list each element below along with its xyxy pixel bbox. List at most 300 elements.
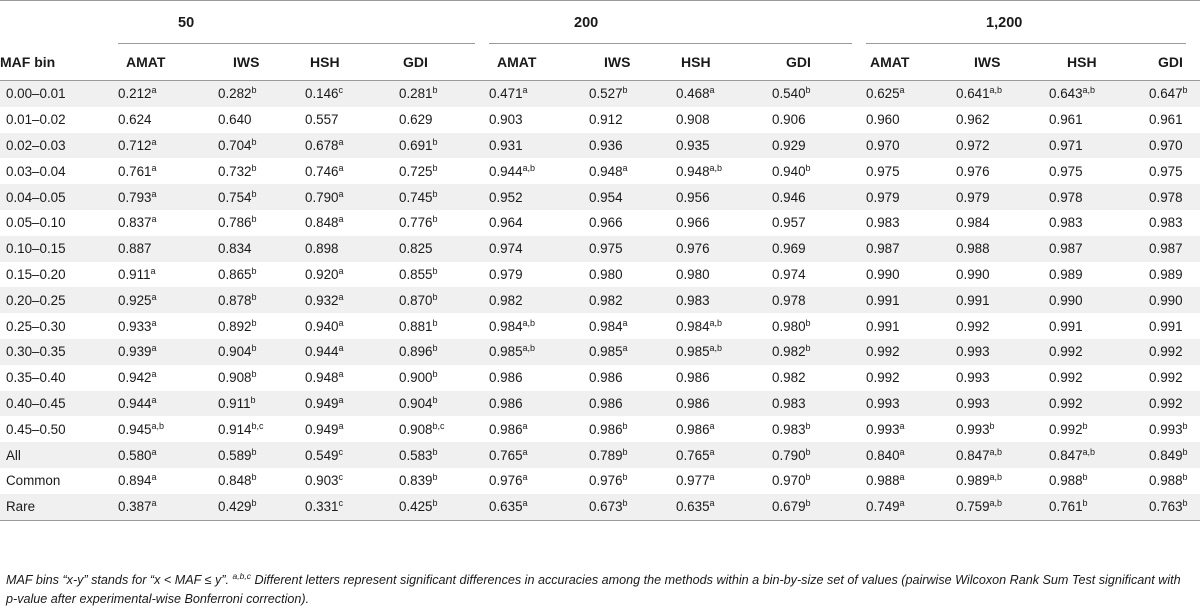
value-cell (1149, 313, 1200, 339)
accuracy-value: 0.282 (218, 86, 252, 102)
footnote-text: MAF bins “x-y” stands for “x < MAF ≤ y”. (6, 573, 233, 587)
group-underline (489, 43, 852, 44)
accuracy-value: 0.979 (866, 189, 900, 205)
value-cell (305, 158, 399, 184)
value-cell (489, 442, 589, 468)
accuracy-value: 0.960 (866, 112, 900, 128)
accuracy-value: 0.331 (305, 499, 339, 515)
accuracy-value: 0.849 (1149, 447, 1183, 463)
accuracy-value: 0.870 (399, 292, 433, 308)
accuracy-value: 0.678 (305, 137, 339, 153)
value-cell (772, 494, 866, 520)
value-cell (1149, 287, 1200, 313)
value-cell (118, 107, 218, 133)
value-cell (589, 236, 676, 262)
value-cell (305, 391, 399, 417)
significance-letter: a,b (989, 472, 1003, 483)
value-cell (956, 262, 1049, 288)
significance-letter: a (899, 446, 905, 457)
accuracy-value: 0.635 (489, 499, 523, 515)
significance-letter: a,b (709, 162, 723, 173)
value-cell (866, 184, 956, 210)
accuracy-value: 0.961 (1049, 112, 1083, 128)
value-cell (118, 468, 218, 494)
value-cell (676, 313, 772, 339)
significance-letter: a (622, 162, 628, 173)
value-cell (489, 287, 589, 313)
value-cell (218, 468, 305, 494)
value-cell (676, 81, 772, 107)
accuracy-value: 0.980 (772, 318, 806, 334)
accuracy-value: 0.969 (772, 241, 806, 257)
accuracy-value: 0.640 (218, 112, 252, 128)
accuracy-value: 0.468 (676, 86, 710, 102)
accuracy-value: 0.825 (399, 241, 433, 257)
accuracy-value: 0.754 (218, 189, 252, 205)
accuracy-value: 0.643 (1049, 86, 1083, 102)
maf-bin-cell: Common (0, 468, 118, 494)
accuracy-value: 0.746 (305, 163, 339, 179)
value-cell (1149, 236, 1200, 262)
method-header: AMAT (866, 44, 956, 81)
significance-letter: c (338, 85, 344, 96)
value-cell (772, 442, 866, 468)
value-cell (956, 236, 1049, 262)
value-cell (399, 313, 489, 339)
accuracy-value: 0.974 (772, 266, 806, 282)
accuracy-value: 0.839 (399, 473, 433, 489)
accuracy-value: 0.635 (676, 499, 710, 515)
significance-letter: a (709, 498, 715, 509)
accuracy-value: 0.892 (218, 318, 252, 334)
accuracy-value: 0.976 (589, 473, 623, 489)
accuracy-value: 0.834 (218, 241, 252, 257)
value-cell (489, 365, 589, 391)
value-cell (956, 184, 1049, 210)
significance-letter: a (151, 85, 157, 96)
significance-letter: b (805, 85, 811, 96)
significance-letter: a (151, 394, 157, 405)
value-cell (866, 365, 956, 391)
significance-letter: a (151, 214, 157, 225)
value-cell (305, 442, 399, 468)
accuracy-value: 0.991 (866, 318, 900, 334)
accuracy-value: 0.985 (676, 344, 710, 360)
value-cell (399, 287, 489, 313)
accuracy-value: 0.691 (399, 137, 433, 153)
value-cell (956, 313, 1049, 339)
significance-letter: a,b (709, 343, 723, 354)
accuracy-value: 0.949 (305, 421, 339, 437)
value-cell (866, 391, 956, 417)
accuracy-value: 0.949 (305, 395, 339, 411)
significance-letter: a (338, 394, 344, 405)
accuracy-value: 0.975 (1049, 163, 1083, 179)
significance-letter: a (151, 343, 157, 354)
value-cell (305, 339, 399, 365)
value-cell (589, 416, 676, 442)
value-cell (305, 184, 399, 210)
significance-letter: b,c (251, 420, 264, 431)
value-cell (1149, 262, 1200, 288)
table-row (0, 107, 1200, 133)
significance-letter: a (338, 265, 344, 276)
significance-letter: b (622, 85, 628, 96)
value-cell (1049, 107, 1149, 133)
value-cell (489, 236, 589, 262)
value-cell (399, 416, 489, 442)
value-cell (589, 210, 676, 236)
accuracy-value: 0.908 (676, 112, 710, 128)
significance-letter: b (432, 369, 438, 380)
value-cell (1049, 416, 1149, 442)
value-cell (489, 262, 589, 288)
value-cell (589, 107, 676, 133)
accuracy-value: 0.982 (589, 292, 623, 308)
value-cell (118, 442, 218, 468)
accuracy-value: 0.583 (399, 447, 433, 463)
value-cell (1049, 391, 1149, 417)
significance-letter: a (522, 420, 528, 431)
accuracy-value: 0.898 (305, 241, 339, 257)
accuracy-value: 0.712 (118, 137, 152, 153)
value-cell (399, 442, 489, 468)
value-cell (676, 210, 772, 236)
table-row (0, 365, 1200, 391)
accuracy-value: 0.990 (956, 266, 990, 282)
accuracy-value: 0.855 (399, 266, 433, 282)
value-cell (118, 287, 218, 313)
maf-bin-cell: 0.25–0.30 (0, 313, 118, 339)
accuracy-value: 0.976 (676, 241, 710, 257)
accuracy-value: 0.471 (489, 86, 523, 102)
value-cell (589, 133, 676, 159)
accuracy-value: 0.992 (1049, 421, 1083, 437)
accuracy-value: 0.146 (305, 86, 339, 102)
value-cell (489, 391, 589, 417)
accuracy-value: 0.945 (118, 421, 152, 437)
accuracy-value: 0.986 (589, 421, 623, 437)
value-cell (489, 107, 589, 133)
significance-letter: b (805, 498, 811, 509)
maf-bin-cell: 0.40–0.45 (0, 391, 118, 417)
value-cell (956, 81, 1049, 107)
accuracy-value: 0.942 (118, 370, 152, 386)
significance-letter: b (251, 162, 257, 173)
value-cell (589, 391, 676, 417)
maf-bin-cell: All (0, 442, 118, 468)
accuracy-value: 0.976 (956, 163, 990, 179)
accuracy-value: 0.629 (399, 112, 433, 128)
accuracy-value: 0.790 (305, 189, 339, 205)
accuracy-value: 0.887 (118, 241, 152, 257)
accuracy-value: 0.988 (1149, 473, 1183, 489)
value-cell (399, 339, 489, 365)
significance-letter: b (432, 136, 438, 147)
accuracy-value: 0.974 (489, 241, 523, 257)
accuracy-value: 0.904 (218, 344, 252, 360)
value-cell (866, 442, 956, 468)
accuracy-value: 0.896 (399, 344, 433, 360)
significance-letter: b (805, 317, 811, 328)
maf-bin-cell: 0.45–0.50 (0, 416, 118, 442)
accuracy-value: 0.948 (305, 370, 339, 386)
maf-bin-cell: 0.02–0.03 (0, 133, 118, 159)
accuracy-value: 0.906 (772, 112, 806, 128)
method-header: IWS (218, 44, 305, 81)
accuracy-value: 0.980 (589, 266, 623, 282)
significance-letter: a,b (989, 85, 1003, 96)
accuracy-value: 0.790 (772, 447, 806, 463)
value-cell (589, 287, 676, 313)
accuracy-value: 0.971 (1049, 137, 1083, 153)
value-cell (589, 262, 676, 288)
accuracy-value: 0.986 (489, 370, 523, 386)
value-cell (772, 133, 866, 159)
value-cell (399, 236, 489, 262)
accuracy-value: 0.992 (1049, 370, 1083, 386)
significance-letter: a,b (989, 498, 1003, 509)
value-cell (772, 184, 866, 210)
accuracy-value: 0.944 (305, 344, 339, 360)
value-cell (218, 391, 305, 417)
value-cell (1149, 81, 1200, 107)
table-row (0, 158, 1200, 184)
value-cell (956, 468, 1049, 494)
significance-letter: a (151, 188, 157, 199)
value-cell (1049, 365, 1149, 391)
significance-letter: a (151, 472, 157, 483)
value-cell (772, 158, 866, 184)
accuracy-value: 0.765 (676, 447, 710, 463)
maf-bin-cell: 0.05–0.10 (0, 210, 118, 236)
accuracy-value: 0.786 (218, 215, 252, 231)
accuracy-value: 0.987 (1149, 241, 1183, 257)
significance-letter: b (432, 472, 438, 483)
accuracy-value: 0.972 (956, 137, 990, 153)
accuracy-value: 0.988 (956, 241, 990, 257)
value-cell (489, 313, 589, 339)
value-cell (118, 210, 218, 236)
maf-bin-cell: 0.35–0.40 (0, 365, 118, 391)
value-cell (305, 236, 399, 262)
table-footnote (6, 571, 1194, 609)
value-cell (866, 262, 956, 288)
value-cell (1049, 287, 1149, 313)
value-cell (399, 494, 489, 520)
value-cell (305, 416, 399, 442)
value-cell (399, 133, 489, 159)
value-cell (305, 210, 399, 236)
value-cell (772, 236, 866, 262)
accuracy-value: 0.978 (772, 292, 806, 308)
accuracy-value: 0.983 (1149, 215, 1183, 231)
table-row (0, 442, 1200, 468)
significance-letter: b (251, 265, 257, 276)
significance-letter: b (622, 472, 628, 483)
significance-letter: a,b (1082, 446, 1096, 457)
value-cell (118, 158, 218, 184)
accuracy-value: 0.982 (772, 344, 806, 360)
value-cell (1049, 468, 1149, 494)
accuracy-value: 0.429 (218, 499, 252, 515)
value-cell (956, 158, 1049, 184)
significance-letter: b (432, 85, 438, 96)
significance-letter: b (1182, 446, 1188, 457)
accuracy-value: 0.992 (866, 344, 900, 360)
table-row (0, 81, 1200, 107)
group-underline (866, 43, 1186, 44)
significance-letter: b (805, 420, 811, 431)
value-cell (218, 184, 305, 210)
value-cell (676, 416, 772, 442)
accuracy-value: 0.848 (218, 473, 252, 489)
accuracy-value: 0.986 (676, 395, 710, 411)
accuracy-value: 0.993 (866, 421, 900, 437)
value-cell (676, 158, 772, 184)
accuracy-value: 0.948 (589, 163, 623, 179)
significance-letter: a (338, 420, 344, 431)
significance-letter: a (151, 291, 157, 302)
accuracy-value: 0.894 (118, 473, 152, 489)
value-cell (305, 133, 399, 159)
accuracy-value: 0.281 (399, 86, 433, 102)
accuracy-value: 0.765 (489, 447, 523, 463)
value-cell (866, 416, 956, 442)
accuracy-value: 0.929 (772, 137, 806, 153)
accuracy-value: 0.763 (1149, 499, 1183, 515)
maf-bin-cell: 0.30–0.35 (0, 339, 118, 365)
accuracy-value: 0.991 (956, 292, 990, 308)
value-cell (218, 158, 305, 184)
value-cell (956, 133, 1049, 159)
maf-bin-cell: Rare (0, 494, 118, 520)
accuracy-value: 0.992 (1049, 344, 1083, 360)
accuracy-value: 0.425 (399, 499, 433, 515)
significance-letter: a (709, 85, 715, 96)
significance-letter: b (251, 369, 257, 380)
table-row (0, 313, 1200, 339)
accuracy-value: 0.940 (772, 163, 806, 179)
value-cell (1149, 133, 1200, 159)
value-cell (956, 494, 1049, 520)
accuracy-value: 0.984 (589, 318, 623, 334)
accuracy-value: 0.979 (956, 189, 990, 205)
accuracy-value: 0.920 (305, 266, 339, 282)
value-cell (1049, 262, 1149, 288)
accuracy-value: 0.992 (956, 318, 990, 334)
value-cell (305, 262, 399, 288)
significance-letter: b (805, 162, 811, 173)
significance-letter: b (432, 394, 438, 405)
value-cell (1049, 339, 1149, 365)
accuracy-value: 0.904 (399, 395, 433, 411)
value-cell (956, 210, 1049, 236)
accuracy-value: 0.983 (772, 395, 806, 411)
significance-letter: b (432, 498, 438, 509)
significance-letter: b (250, 394, 256, 405)
value-cell (956, 416, 1049, 442)
accuracy-value: 0.991 (866, 292, 900, 308)
value-cell (589, 442, 676, 468)
value-cell (399, 81, 489, 107)
value-cell (218, 210, 305, 236)
value-cell (305, 494, 399, 520)
value-cell (305, 107, 399, 133)
accuracy-value: 0.992 (1149, 370, 1183, 386)
accuracy-value: 0.954 (589, 189, 623, 205)
accuracy-value: 0.988 (866, 473, 900, 489)
value-cell (676, 287, 772, 313)
group-underline (118, 43, 475, 44)
accuracy-value: 0.966 (589, 215, 623, 231)
significance-letter: a (151, 369, 157, 380)
significance-letter: a (522, 85, 528, 96)
accuracy-value: 0.911 (118, 266, 151, 282)
accuracy-value: 0.549 (305, 447, 339, 463)
value-cell (218, 236, 305, 262)
significance-letter: c (338, 446, 344, 457)
accuracy-value: 0.990 (866, 266, 900, 282)
accuracy-value: 0.980 (676, 266, 710, 282)
value-cell (956, 442, 1049, 468)
accuracy-value: 0.881 (399, 318, 433, 334)
value-cell (772, 313, 866, 339)
accuracy-value: 0.982 (772, 370, 806, 386)
value-cell (489, 468, 589, 494)
significance-letter: a (338, 343, 344, 354)
value-cell (676, 494, 772, 520)
value-cell (118, 262, 218, 288)
value-cell (218, 81, 305, 107)
value-cell (589, 313, 676, 339)
accuracy-value: 0.989 (1149, 266, 1183, 282)
maf-bin-header: MAF bin (0, 44, 118, 81)
method-header-row (0, 44, 1200, 81)
accuracy-value: 0.847 (1049, 447, 1083, 463)
corner-cell (0, 1, 118, 45)
value-cell (118, 184, 218, 210)
accuracy-value: 0.940 (305, 318, 339, 334)
significance-letter: a (522, 446, 528, 457)
significance-letter: b (432, 317, 438, 328)
significance-letter: b (251, 214, 257, 225)
accuracy-value: 0.793 (118, 189, 152, 205)
significance-letter: a (338, 188, 344, 199)
method-header: GDI (399, 44, 489, 81)
value-cell (118, 236, 218, 262)
accuracy-value: 0.991 (1049, 318, 1083, 334)
accuracy-value: 0.985 (589, 344, 623, 360)
value-cell (218, 313, 305, 339)
method-header: AMAT (118, 44, 218, 81)
accuracy-value: 0.679 (772, 499, 806, 515)
value-cell (489, 133, 589, 159)
significance-letter: a (338, 291, 344, 302)
accuracy-value: 0.749 (866, 499, 900, 515)
significance-letter: a (899, 472, 905, 483)
value-cell (399, 391, 489, 417)
accuracy-value: 0.948 (676, 163, 710, 179)
value-cell (676, 107, 772, 133)
accuracy-value: 0.761 (118, 163, 152, 179)
accuracy-value: 0.978 (1049, 189, 1083, 205)
value-cell (489, 339, 589, 365)
accuracy-value: 0.944 (489, 163, 523, 179)
accuracy-value: 0.984 (956, 215, 990, 231)
value-cell (118, 313, 218, 339)
accuracy-value: 0.986 (676, 421, 710, 437)
